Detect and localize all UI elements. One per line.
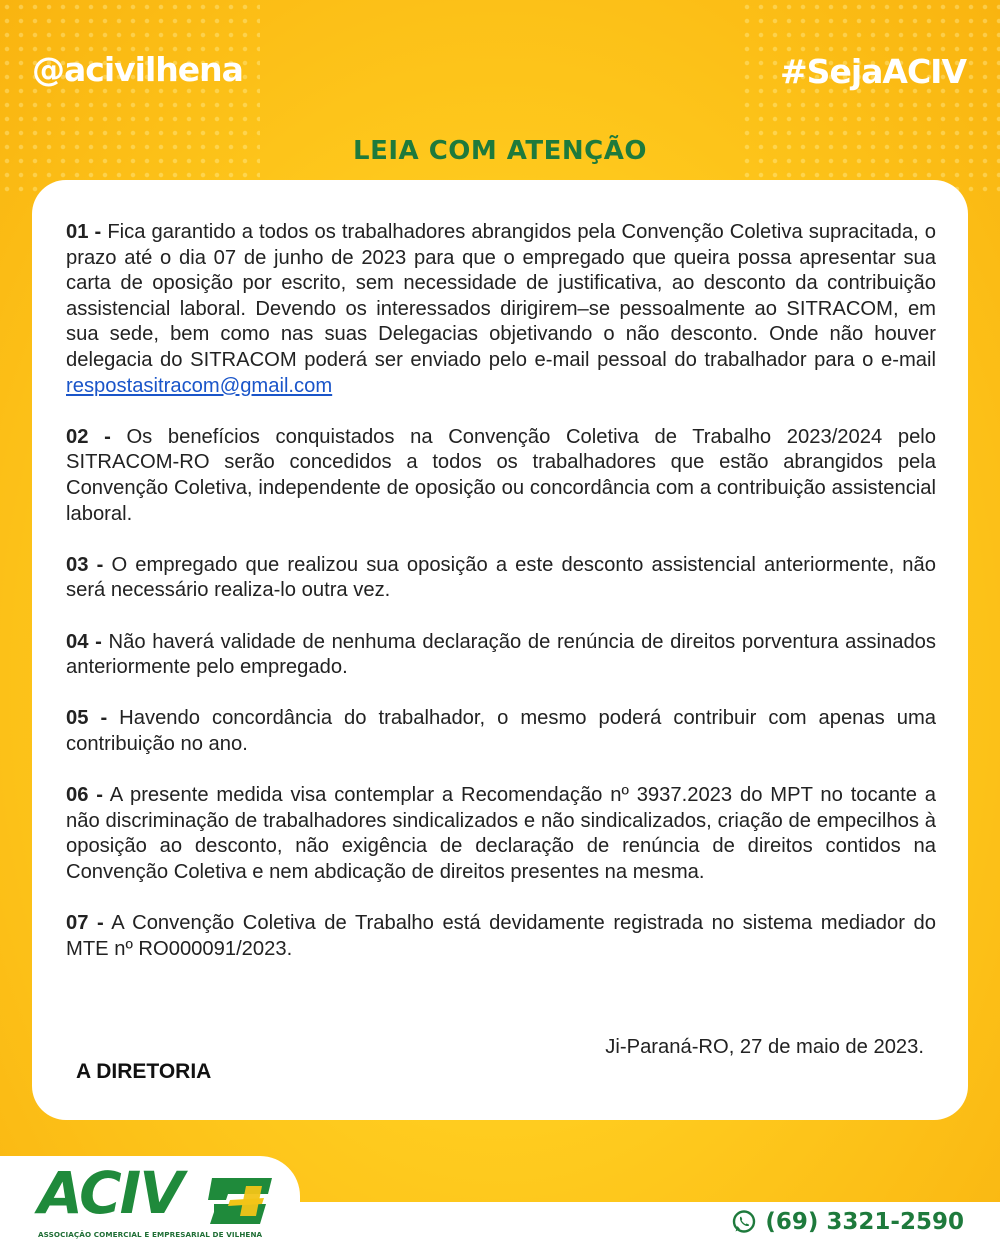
item-number: 05 - (66, 707, 108, 730)
decorative-dots-top-right (740, 0, 1000, 200)
decorative-dots-top-left (0, 0, 260, 200)
item-number: 07 - (66, 912, 104, 935)
email-link[interactable]: respostasitracom@gmail.com (66, 374, 333, 397)
item-text: Não haverá validade de nenhuma declaração de renúncia de direitos porventura assinados anteriormente pelo empregado. (66, 630, 936, 679)
item-text: A presente medida visa contemplar a Recomendação nº 3937.2023 do MPT no tocante a não discriminação de trabalhadores sindicalizados e não sindicalizados, criação de empecilhos à oposição ao desconto, não exigência de declaração de renúncia de direitos contidos na Convenção Coletiva e nem abdicação de direitos presentes na mesma. (66, 784, 936, 883)
item-text: A Convenção Coletiva de Trabalho está devidamente registrada no sistema mediador do MTE nº RO000091/2023. (66, 912, 936, 960)
phone-contact[interactable] (731, 1209, 964, 1235)
social-handle: @acivilhena (32, 50, 243, 89)
page-title: LEIA COM ATENÇÃO (353, 136, 647, 166)
whatsapp-icon (731, 1209, 757, 1235)
item-number: 03 - (66, 553, 104, 576)
item-number: 04 - (66, 630, 102, 653)
aciv-logo: ACIV (38, 1159, 183, 1227)
notice-item-02 (66, 425, 936, 527)
logo-subtitle: ASSOCIAÇÃO COMERCIAL E EMPRESARIAL DE VILHENA (38, 1230, 263, 1239)
notice-item-03 (66, 553, 936, 604)
notice-item-04 (66, 630, 936, 681)
item-text: O empregado que realizou sua oposição a este desconto assistencial anteriormente, não será necessário realiza-lo outra vez. (66, 553, 936, 602)
notice-item-07 (66, 911, 936, 962)
notice-item-06 (66, 783, 936, 885)
item-number: 01 - (66, 221, 102, 243)
phone-number: (69) 3321-2590 (765, 1209, 964, 1235)
notice-item-05 (66, 706, 936, 757)
item-number: 02 - (66, 425, 111, 448)
item-text: Os benefícios conquistados na Convenção Coletiva de Trabalho 2023/2024 pelo SITRACOM-RO serão concedidos a todos os trabalhadores que estão abrangidos pela Convenção Coletiva, independente de oposição ou concordância com a contribuição assistencial laboral. (66, 425, 937, 525)
item-number: 06 - (66, 784, 104, 807)
notice-item-01 (66, 220, 936, 399)
hashtag: #SejaACIV (780, 52, 966, 91)
item-text: Havendo concordância do trabalhador, o mesmo poderá contribuir com apenas uma contribuição no ano. (66, 707, 936, 755)
notice-card (32, 180, 968, 1120)
notice-content (66, 220, 936, 988)
place-date: Ji-Paraná-RO, 27 de maio de 2023. (605, 1036, 924, 1058)
signature: A DIRETORIA (76, 1060, 212, 1083)
aciv-logo-mark-icon (206, 1172, 278, 1228)
item-text: Fica garantido a todos os trabalhadores abrangidos pela Convenção Coletiva supracitada, o prazo até o dia 07 de junho de 2023 para que o empregado que queira possa apresentar sua carta de oposição por escrito, sem necessidade de justificativa, ao desconto da contribuição assistencial laboral. Devendo os interessados dirigirem–se pessoalmente ao SITRACOM, em sua sede, bem como nas suas Delegacias objetivando o não desconto. Onde não houver delegacia do SITRACOM poderá ser enviado pelo e-mail pessoal do trabalhador para o e-mail (66, 221, 936, 371)
